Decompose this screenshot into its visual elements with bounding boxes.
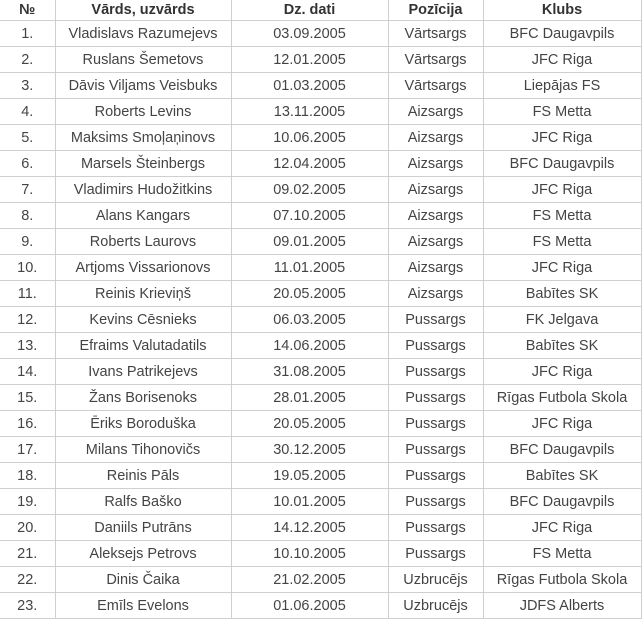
cell-birthdate: 12.01.2005 — [231, 47, 388, 73]
cell-position: Aizsargs — [388, 255, 483, 281]
cell-position: Pussargs — [388, 437, 483, 463]
cell-position: Aizsargs — [388, 203, 483, 229]
cell-birthdate: 30.12.2005 — [231, 437, 388, 463]
cell-club: JFC Riga — [483, 411, 641, 437]
cell-number: 8. — [0, 203, 55, 229]
header-row — [0, 0, 641, 21]
table-row — [0, 463, 641, 489]
cell-name: Maksims Smoļaņinovs — [55, 125, 231, 151]
cell-club: JDFS Alberts — [483, 593, 641, 619]
cell-position: Pussargs — [388, 463, 483, 489]
cell-number: 3. — [0, 73, 55, 99]
cell-position: Pussargs — [388, 307, 483, 333]
cell-position: Uzbrucējs — [388, 593, 483, 619]
table-row — [0, 21, 641, 47]
cell-number: 18. — [0, 463, 55, 489]
cell-birthdate: 09.02.2005 — [231, 177, 388, 203]
cell-number: 12. — [0, 307, 55, 333]
cell-name: Alans Kangars — [55, 203, 231, 229]
cell-name: Kevins Cēsnieks — [55, 307, 231, 333]
table-row — [0, 177, 641, 203]
table-row — [0, 255, 641, 281]
col-header-position: Pozīcija — [388, 0, 483, 21]
table-row — [0, 333, 641, 359]
table-row — [0, 307, 641, 333]
cell-name: Efraims Valutadatils — [55, 333, 231, 359]
cell-name: Ralfs Baško — [55, 489, 231, 515]
cell-name: Marsels Šteinbergs — [55, 151, 231, 177]
cell-position: Vārtsargs — [388, 21, 483, 47]
cell-birthdate: 21.02.2005 — [231, 567, 388, 593]
cell-birthdate: 09.01.2005 — [231, 229, 388, 255]
table-row — [0, 515, 641, 541]
cell-number: 19. — [0, 489, 55, 515]
cell-birthdate: 28.01.2005 — [231, 385, 388, 411]
cell-club: BFC Daugavpils — [483, 437, 641, 463]
cell-position: Aizsargs — [388, 229, 483, 255]
cell-position: Aizsargs — [388, 177, 483, 203]
table-row — [0, 437, 641, 463]
cell-number: 21. — [0, 541, 55, 567]
cell-position: Uzbrucējs — [388, 567, 483, 593]
cell-name: Reinis Pāls — [55, 463, 231, 489]
cell-club: BFC Daugavpils — [483, 489, 641, 515]
cell-name: Žans Borisenoks — [55, 385, 231, 411]
table-row — [0, 567, 641, 593]
cell-name: Vladimirs Hudožitkins — [55, 177, 231, 203]
table-row — [0, 411, 641, 437]
cell-club: FS Metta — [483, 99, 641, 125]
table-row — [0, 593, 641, 619]
cell-club: FK Jelgava — [483, 307, 641, 333]
cell-birthdate: 10.10.2005 — [231, 541, 388, 567]
cell-birthdate: 03.09.2005 — [231, 21, 388, 47]
table-row — [0, 203, 641, 229]
cell-number: 15. — [0, 385, 55, 411]
table-row — [0, 385, 641, 411]
cell-number: 9. — [0, 229, 55, 255]
cell-position: Pussargs — [388, 489, 483, 515]
cell-club: JFC Riga — [483, 125, 641, 151]
cell-name: Roberts Laurovs — [55, 229, 231, 255]
table-row — [0, 359, 641, 385]
table-row — [0, 229, 641, 255]
cell-birthdate: 10.01.2005 — [231, 489, 388, 515]
cell-club: Babītes SK — [483, 463, 641, 489]
col-header-name: Vārds, uzvārds — [55, 0, 231, 21]
cell-number: 13. — [0, 333, 55, 359]
cell-birthdate: 12.04.2005 — [231, 151, 388, 177]
cell-club: FS Metta — [483, 541, 641, 567]
cell-birthdate: 19.05.2005 — [231, 463, 388, 489]
cell-number: 23. — [0, 593, 55, 619]
cell-birthdate: 14.06.2005 — [231, 333, 388, 359]
cell-club: JFC Riga — [483, 255, 641, 281]
cell-number: 20. — [0, 515, 55, 541]
cell-position: Pussargs — [388, 359, 483, 385]
cell-position: Aizsargs — [388, 125, 483, 151]
cell-club: BFC Daugavpils — [483, 151, 641, 177]
cell-name: Aleksejs Petrovs — [55, 541, 231, 567]
cell-birthdate: 01.03.2005 — [231, 73, 388, 99]
cell-name: Roberts Levins — [55, 99, 231, 125]
cell-position: Pussargs — [388, 411, 483, 437]
cell-birthdate: 14.12.2005 — [231, 515, 388, 541]
cell-club: BFC Daugavpils — [483, 21, 641, 47]
cell-number: 5. — [0, 125, 55, 151]
cell-name: Ēriks Boroduška — [55, 411, 231, 437]
cell-number: 10. — [0, 255, 55, 281]
cell-number: 14. — [0, 359, 55, 385]
cell-number: 22. — [0, 567, 55, 593]
cell-club: Rīgas Futbola Skola — [483, 567, 641, 593]
cell-name: Ivans Patrikejevs — [55, 359, 231, 385]
cell-club: JFC Riga — [483, 177, 641, 203]
cell-club: JFC Riga — [483, 359, 641, 385]
cell-number: 2. — [0, 47, 55, 73]
cell-club: JFC Riga — [483, 515, 641, 541]
cell-birthdate: 06.03.2005 — [231, 307, 388, 333]
cell-position: Aizsargs — [388, 281, 483, 307]
cell-name: Dāvis Viljams Veisbuks — [55, 73, 231, 99]
cell-club: Babītes SK — [483, 281, 641, 307]
table-row — [0, 281, 641, 307]
cell-position: Vārtsargs — [388, 47, 483, 73]
col-header-club: Klubs — [483, 0, 641, 21]
table-row — [0, 73, 641, 99]
table-row — [0, 541, 641, 567]
cell-birthdate: 11.01.2005 — [231, 255, 388, 281]
cell-position: Vārtsargs — [388, 73, 483, 99]
cell-position: Pussargs — [388, 333, 483, 359]
cell-club: FS Metta — [483, 229, 641, 255]
table-row — [0, 151, 641, 177]
cell-name: Dinis Čaika — [55, 567, 231, 593]
cell-name: Daniils Putrāns — [55, 515, 231, 541]
cell-position: Aizsargs — [388, 99, 483, 125]
table-row — [0, 99, 641, 125]
cell-club: FS Metta — [483, 203, 641, 229]
table-body — [0, 21, 641, 619]
table-row — [0, 489, 641, 515]
cell-birthdate: 20.05.2005 — [231, 281, 388, 307]
cell-birthdate: 07.10.2005 — [231, 203, 388, 229]
cell-name: Artjoms Vissarionovs — [55, 255, 231, 281]
cell-number: 4. — [0, 99, 55, 125]
cell-name: Ruslans Šemetovs — [55, 47, 231, 73]
cell-number: 6. — [0, 151, 55, 177]
table-row — [0, 125, 641, 151]
cell-birthdate: 01.06.2005 — [231, 593, 388, 619]
cell-birthdate: 20.05.2005 — [231, 411, 388, 437]
cell-club: JFC Riga — [483, 47, 641, 73]
cell-position: Aizsargs — [388, 151, 483, 177]
col-header-number: № — [0, 0, 55, 21]
cell-club: Liepājas FS — [483, 73, 641, 99]
cell-birthdate: 31.08.2005 — [231, 359, 388, 385]
cell-number: 11. — [0, 281, 55, 307]
cell-name: Vladislavs Razumejevs — [55, 21, 231, 47]
cell-name: Milans Tihonovičs — [55, 437, 231, 463]
cell-name: Emīls Evelons — [55, 593, 231, 619]
cell-position: Pussargs — [388, 385, 483, 411]
cell-position: Pussargs — [388, 541, 483, 567]
cell-club: Rīgas Futbola Skola — [483, 385, 641, 411]
cell-name: Reinis Krieviņš — [55, 281, 231, 307]
cell-number: 7. — [0, 177, 55, 203]
cell-number: 1. — [0, 21, 55, 47]
cell-birthdate: 10.06.2005 — [231, 125, 388, 151]
cell-number: 17. — [0, 437, 55, 463]
cell-number: 16. — [0, 411, 55, 437]
cell-birthdate: 13.11.2005 — [231, 99, 388, 125]
table-row — [0, 47, 641, 73]
col-header-birthdate: Dz. dati — [231, 0, 388, 21]
cell-club: Babītes SK — [483, 333, 641, 359]
cell-position: Pussargs — [388, 515, 483, 541]
